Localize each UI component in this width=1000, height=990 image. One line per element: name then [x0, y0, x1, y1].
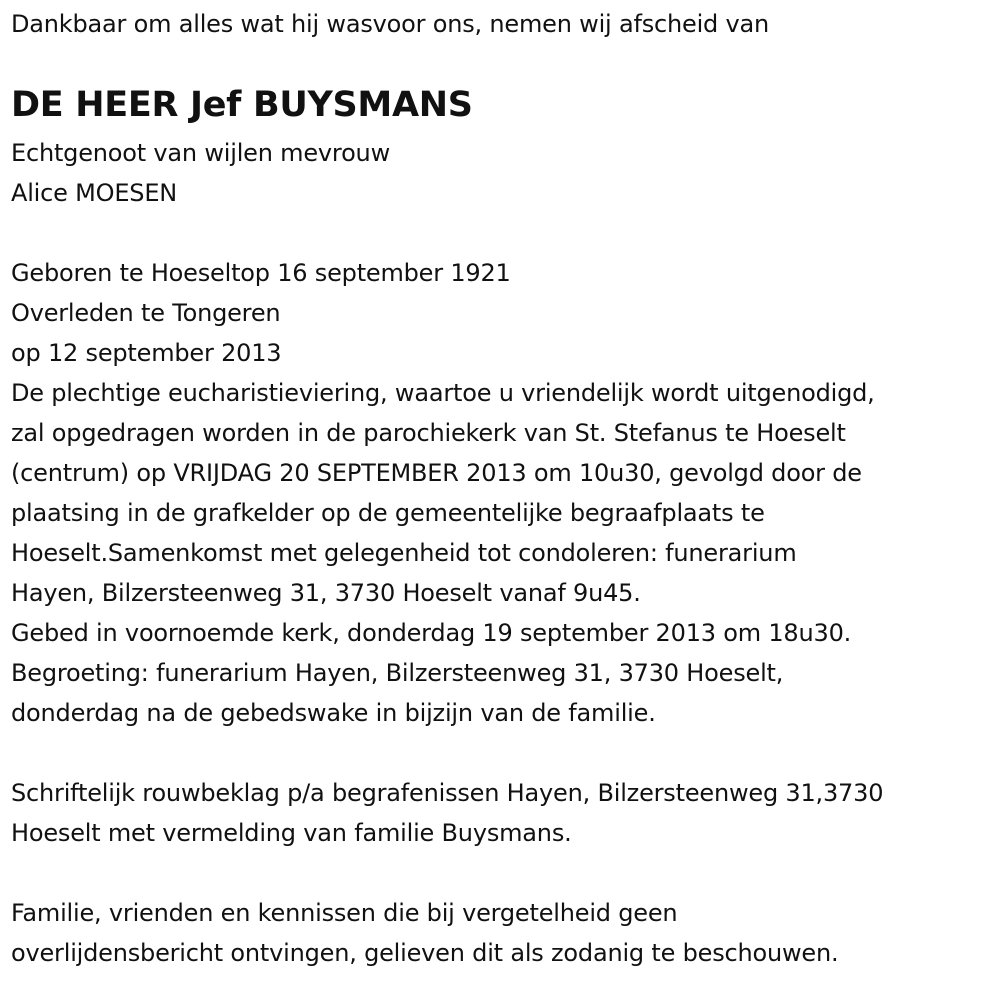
ceremony-line: Begroeting: funerarium Hayen, Bilzersteenweg 31, 3730 Hoeselt, — [11, 659, 784, 687]
death-line-1: Overleden te Tongeren — [11, 299, 281, 327]
ceremony-line: (centrum) op VRIJDAG 20 SEPTEMBER 2013 om 10u30, gevolgd door de — [11, 459, 862, 487]
ceremony-line: De plechtige eucharistieviering, waartoe u vriendelijk wordt uitgenodigd, — [11, 379, 875, 407]
intro-text: Dankbaar om alles wat hij wasvoor ons, nemen wij afscheid van — [11, 10, 770, 38]
ceremony-line: zal opgedragen worden in de parochiekerk van St. Stefanus te Hoeselt — [11, 419, 846, 447]
death-line-2: op 12 september 2013 — [11, 339, 282, 367]
spouse-line-1: Echtgenoot van wijlen mevrouw — [11, 139, 390, 167]
closing-line: Familie, vrienden en kennissen die bij vergetelheid geen — [11, 899, 678, 927]
condolences-line: Schriftelijk rouwbeklag p/a begrafenissen Hayen, Bilzersteenweg 31,3730 — [11, 779, 884, 807]
birth-line: Geboren te Hoeseltop 16 september 1921 — [11, 259, 511, 287]
ceremony-line: Hayen, Bilzersteenweg 31, 3730 Hoeselt vanaf 9u45. — [11, 579, 641, 607]
deceased-name: DE HEER Jef BUYSMANS — [11, 85, 473, 125]
condolences-line: Hoeselt met vermelding van familie Buysmans. — [11, 819, 572, 847]
ceremony-line: Gebed in voornoemde kerk, donderdag 19 september 2013 om 18u30. — [11, 619, 852, 647]
ceremony-line: donderdag na de gebedswake in bijzijn van de familie. — [11, 699, 656, 727]
spouse-line-2: Alice MOESEN — [11, 179, 178, 207]
ceremony-line: Hoeselt.Samenkomst met gelegenheid tot condoleren: funerarium — [11, 539, 797, 567]
ceremony-line: plaatsing in de grafkelder op de gemeentelijke begraafplaats te — [11, 499, 765, 527]
closing-line: overlijdensbericht ontvingen, gelieven dit als zodanig te beschouwen. — [11, 939, 839, 967]
